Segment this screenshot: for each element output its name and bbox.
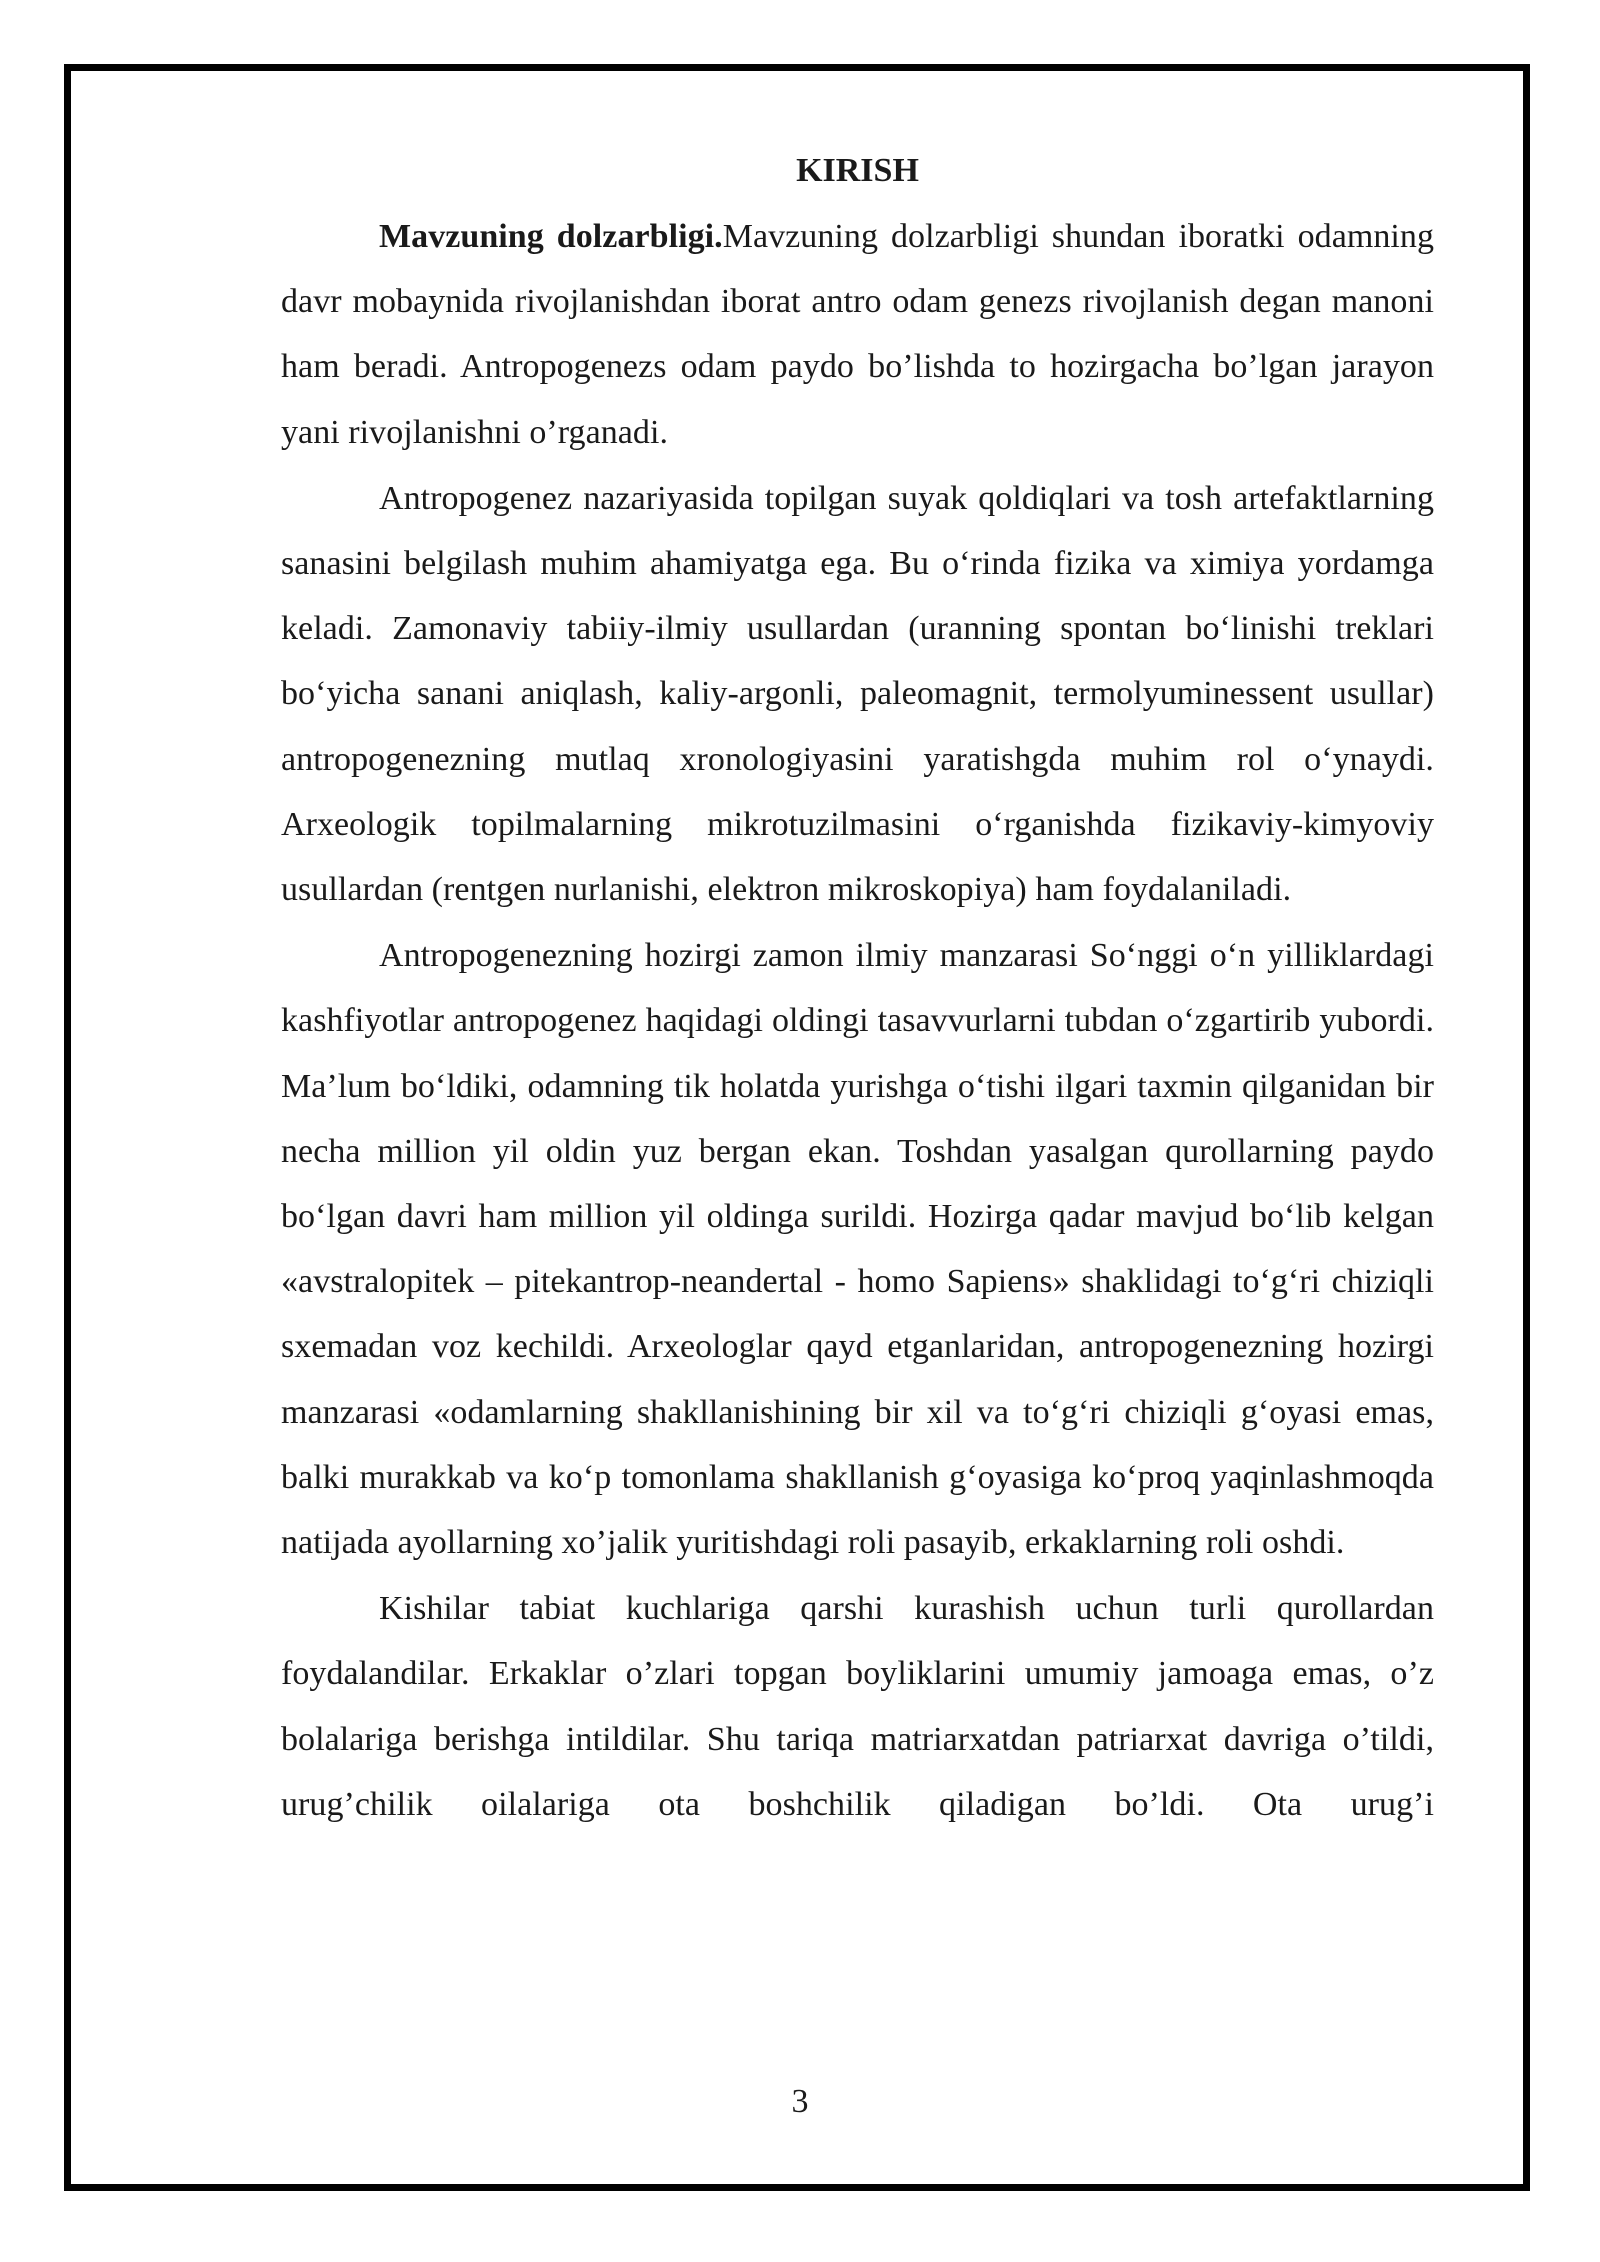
paragraph-text: Kishilar tabiat kuchlariga qarshi kurashish uchun turli qurollardan foydalandilar. Erkaklar o’zlari topgan boyliklarini umumiy jamoaga emas, o’z bolalariga berishga intildilar. Shu tariqa matriarxatdan patriarxat davriga o’tildi, urug’chilik oilalariga ota boshchilik qiladigan bo’ldi. Ota urug’i	[281, 1590, 1434, 1823]
paragraph-text: Mavzuning dolzarbligi shundan iboratki odamning davr mobaynida rivojlanishdan iborat antro odam genezs rivojlanish degan manoni ham beradi. Antropogenezs odam paydo bo’lishda to hozirgacha bo’lgan jarayon yani rivojlanishni o’rganadi.	[281, 218, 1434, 451]
paragraph-relevance	[281, 204, 1434, 465]
paragraph-lead: Mavzuning dolzarbligi.	[379, 218, 723, 255]
paragraph-text: Antropogenezning hozirgi zamon ilmiy manzarasi So‘nggi o‘n yilliklardagi kashfiyotlar antropogenez haqidagi oldingi tasavvurlarni tubdan o‘zgartirib yubordi. Ma’lum bo‘ldiki, odamning tik holatda yurishga o‘tishi ilgari taxmin qilganidan bir necha million yil oldin yuz bergan ekan. Toshdan yasalgan qurollarning paydo bo‘lgan davri ham million yil oldinga surildi. Hozirga qadar mavjud bo‘lib kelgan «avstralopitek – pitekantrop-neandertal - homo Sapiens» shaklidagi to‘g‘ri chiziqli sxemadan voz kechildi. Arxeologlar qayd etganlaridan, antropogenezning hozirgi manzarasi «odamlarning shakllanishining bir xil va to‘g‘ri chiziqli g‘oyasi emas, balki murakkab va ko‘p tomonlama shakllanish g‘oyasiga ko‘proq yaqinlashmoqda natijada ayollarning xo’jalik yuritishdagi roli pasayib, erkaklarning roli oshdi.	[281, 937, 1434, 1562]
paragraph-antropogenez-theory	[281, 466, 1434, 922]
page-number: 3	[791, 2083, 809, 2120]
section-heading: KIRISH	[796, 152, 919, 189]
paragraph-text: Antropogenez nazariyasida topilgan suyak qoldiqlari va tosh artefaktlarning sanasini belgilash muhim ahamiyatga ega. Bu o‘rinda fizika va ximiya yordamga keladi. Zamonaviy tabiiy-ilmiy usullardan (uranning spontan bo‘linishi treklari bo‘yicha sanani aniqlash, kaliy-argonli, paleomagnit, termolyuminessent usullar) antropogenezning mutlaq xronologiyasini yaratishgda muhim rol o‘ynaydi. Arxeologik topilmalarning mikrotuzilmasini o‘rganishda fizikaviy-kimyoviy usullardan (rentgen nurlanishi, elektron mikroskopiya) ham foydalaniladi.	[281, 479, 1434, 909]
document-body	[281, 146, 1434, 1837]
paragraph-modern-picture	[281, 923, 1434, 1575]
paragraph-tools-patriarchy	[281, 1576, 1434, 1837]
